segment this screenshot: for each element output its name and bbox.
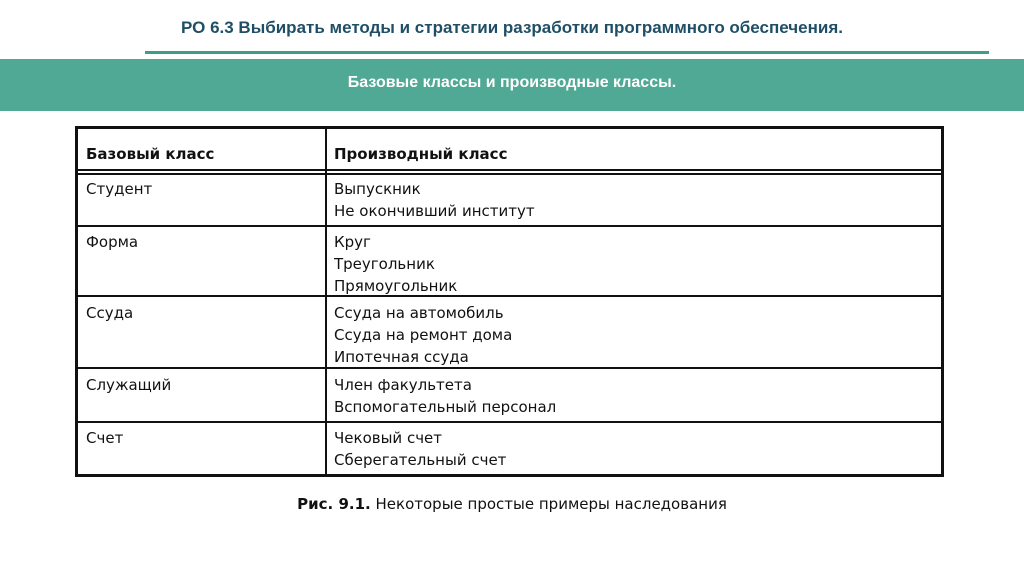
derived-class-item: Не окончивший институт	[334, 202, 535, 220]
derived-class-item: Прямоугольник	[334, 277, 458, 295]
derived-class-item: Ссуда на автомобиль	[334, 304, 504, 322]
title-underline	[145, 51, 989, 54]
derived-class-item: Ссуда на ремонт дома	[334, 326, 513, 344]
derived-class-cell	[334, 427, 506, 471]
figure-caption	[0, 495, 1024, 513]
row-separator	[78, 169, 941, 171]
base-class-cell: Служащий	[86, 376, 172, 394]
derived-class-item: Вспомогательный персонал	[334, 398, 557, 416]
base-class-cell: Форма	[86, 233, 139, 251]
derived-class-item: Круг	[334, 233, 371, 251]
row-separator	[78, 295, 941, 297]
caption-label: Рис. 9.1.	[297, 495, 371, 513]
derived-class-item: Чековый счет	[334, 429, 443, 447]
derived-class-cell	[334, 178, 535, 222]
derived-class-item: Треугольник	[334, 255, 435, 273]
derived-class-cell	[334, 374, 556, 418]
derived-class-cell	[334, 231, 457, 297]
derived-class-cell	[334, 302, 512, 368]
row-separator	[78, 421, 941, 423]
derived-class-item: Ипотечная ссуда	[334, 348, 469, 366]
slide-title: РО 6.3 Выбирать методы и стратегии разработки программного обеспечения.	[181, 18, 843, 37]
row-separator	[78, 173, 941, 175]
inheritance-table	[75, 126, 944, 477]
derived-class-item: Выпускник	[334, 180, 421, 198]
derived-class-item: Сберегательный счет	[334, 451, 507, 469]
base-class-cell: Счет	[86, 429, 124, 447]
base-class-cell: Студент	[86, 180, 153, 198]
row-separator	[78, 225, 941, 227]
caption-text: Некоторые простые примеры наследования	[375, 495, 727, 513]
header-base-class: Базовый класс	[86, 145, 215, 163]
slide-subtitle: Базовые классы и производные классы.	[347, 74, 677, 91]
header-derived-class: Производный класс	[334, 145, 508, 163]
derived-class-item: Член факультета	[334, 376, 472, 394]
base-class-cell: Ссуда	[86, 304, 134, 322]
